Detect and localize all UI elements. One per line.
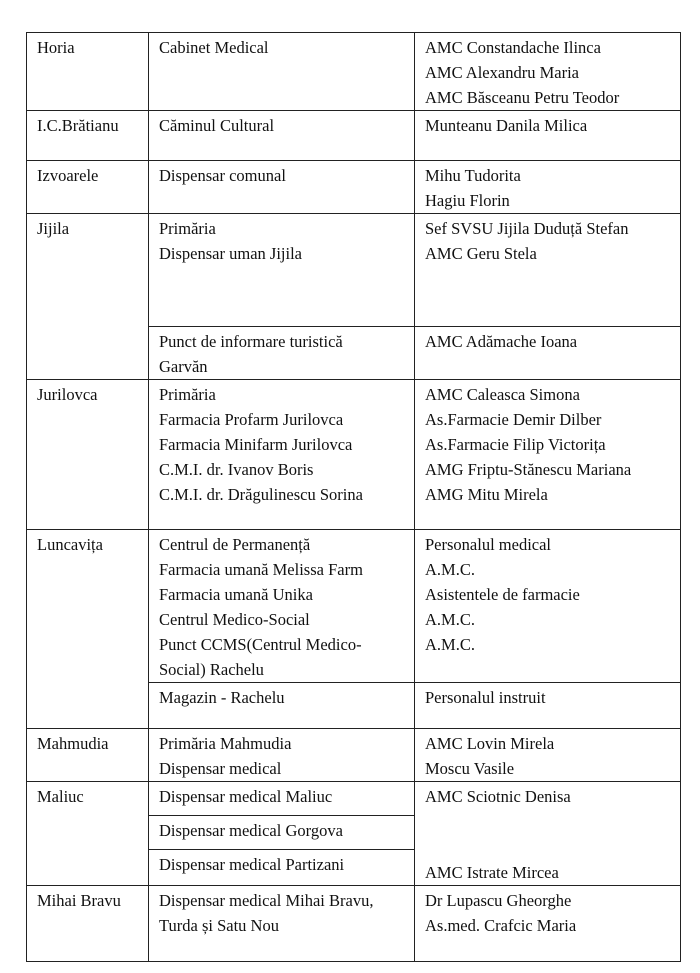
staff-cell: AMC Istrate Mircea bbox=[415, 850, 681, 886]
locality-cell: I.C.Brătianu bbox=[27, 111, 149, 161]
staff-cell: AMC Constandache Ilinca AMC Alexandru Maria AMC Băsceanu Petru Teodor bbox=[415, 33, 681, 111]
place-cell: Punct de informare turistică Garvăn bbox=[149, 327, 415, 380]
place-cell: Primăria Mahmudia Dispensar medical bbox=[149, 729, 415, 782]
staff-cell: Personalul medical A.M.C. Asistentele de farmacie A.M.C. A.M.C. bbox=[415, 530, 681, 683]
staff-cell: Dr Lupascu Gheorghe As.med. Crafcic Maria bbox=[415, 886, 681, 962]
staff-cell: AMC Sciotnic Denisa bbox=[415, 782, 681, 850]
locality-cell: Jijila bbox=[27, 214, 149, 380]
table-row bbox=[27, 729, 681, 782]
table-row bbox=[27, 214, 681, 327]
staff-cell: AMC Lovin Mirela Moscu Vasile bbox=[415, 729, 681, 782]
staff-cell: AMC Caleasca Simona As.Farmacie Demir Dilber As.Farmacie Filip Victorița AMG Friptu-Stănescu Mariana AMG Mitu Mirela bbox=[415, 380, 681, 530]
place-cell: Dispensar medical Partizani bbox=[149, 850, 415, 886]
locality-cell: Jurilovca bbox=[27, 380, 149, 530]
place-cell: Dispensar medical Gorgova bbox=[149, 816, 415, 850]
staff-cell: AMC Adămache Ioana bbox=[415, 327, 681, 380]
locality-cell: Luncavița bbox=[27, 530, 149, 729]
locality-cell: Mahmudia bbox=[27, 729, 149, 782]
place-cell: Cabinet Medical bbox=[149, 33, 415, 111]
locality-cell: Horia bbox=[27, 33, 149, 111]
place-cell: Magazin - Rachelu bbox=[149, 683, 415, 729]
place-cell: Căminul Cultural bbox=[149, 111, 415, 161]
place-cell: Centrul de Permanență Farmacia umană Melissa Farm Farmacia umană Unika Centrul Medico-Social Punct CCMS(Centrul Medico- Social) Rachelu bbox=[149, 530, 415, 683]
locality-cell: Izvoarele bbox=[27, 161, 149, 214]
table-row bbox=[27, 530, 681, 683]
locality-cell: Mihai Bravu bbox=[27, 886, 149, 962]
staff-cell: Mihu Tudorita Hagiu Florin bbox=[415, 161, 681, 214]
place-cell: Primăria Dispensar uman Jijila bbox=[149, 214, 415, 327]
place-cell: Dispensar medical Maliuc bbox=[149, 782, 415, 816]
locations-table bbox=[26, 32, 681, 962]
table-row bbox=[27, 886, 681, 962]
table-row bbox=[27, 111, 681, 161]
staff-cell: Munteanu Danila Milica bbox=[415, 111, 681, 161]
table-row bbox=[27, 161, 681, 214]
place-cell: Dispensar medical Mihai Bravu, Turda și Satu Nou bbox=[149, 886, 415, 962]
place-cell: Dispensar comunal bbox=[149, 161, 415, 214]
locality-cell: Maliuc bbox=[27, 782, 149, 886]
place-cell: Primăria Farmacia Profarm Jurilovca Farmacia Minifarm Jurilovca C.M.I. dr. Ivanov Boris C.M.I. dr. Drăgulinescu Sorina bbox=[149, 380, 415, 530]
table-row bbox=[27, 380, 681, 530]
table-row bbox=[27, 782, 681, 816]
staff-cell: Sef SVSU Jijila Duduță Stefan AMC Geru Stela bbox=[415, 214, 681, 327]
table-row bbox=[27, 33, 681, 111]
staff-cell: Personalul instruit bbox=[415, 683, 681, 729]
